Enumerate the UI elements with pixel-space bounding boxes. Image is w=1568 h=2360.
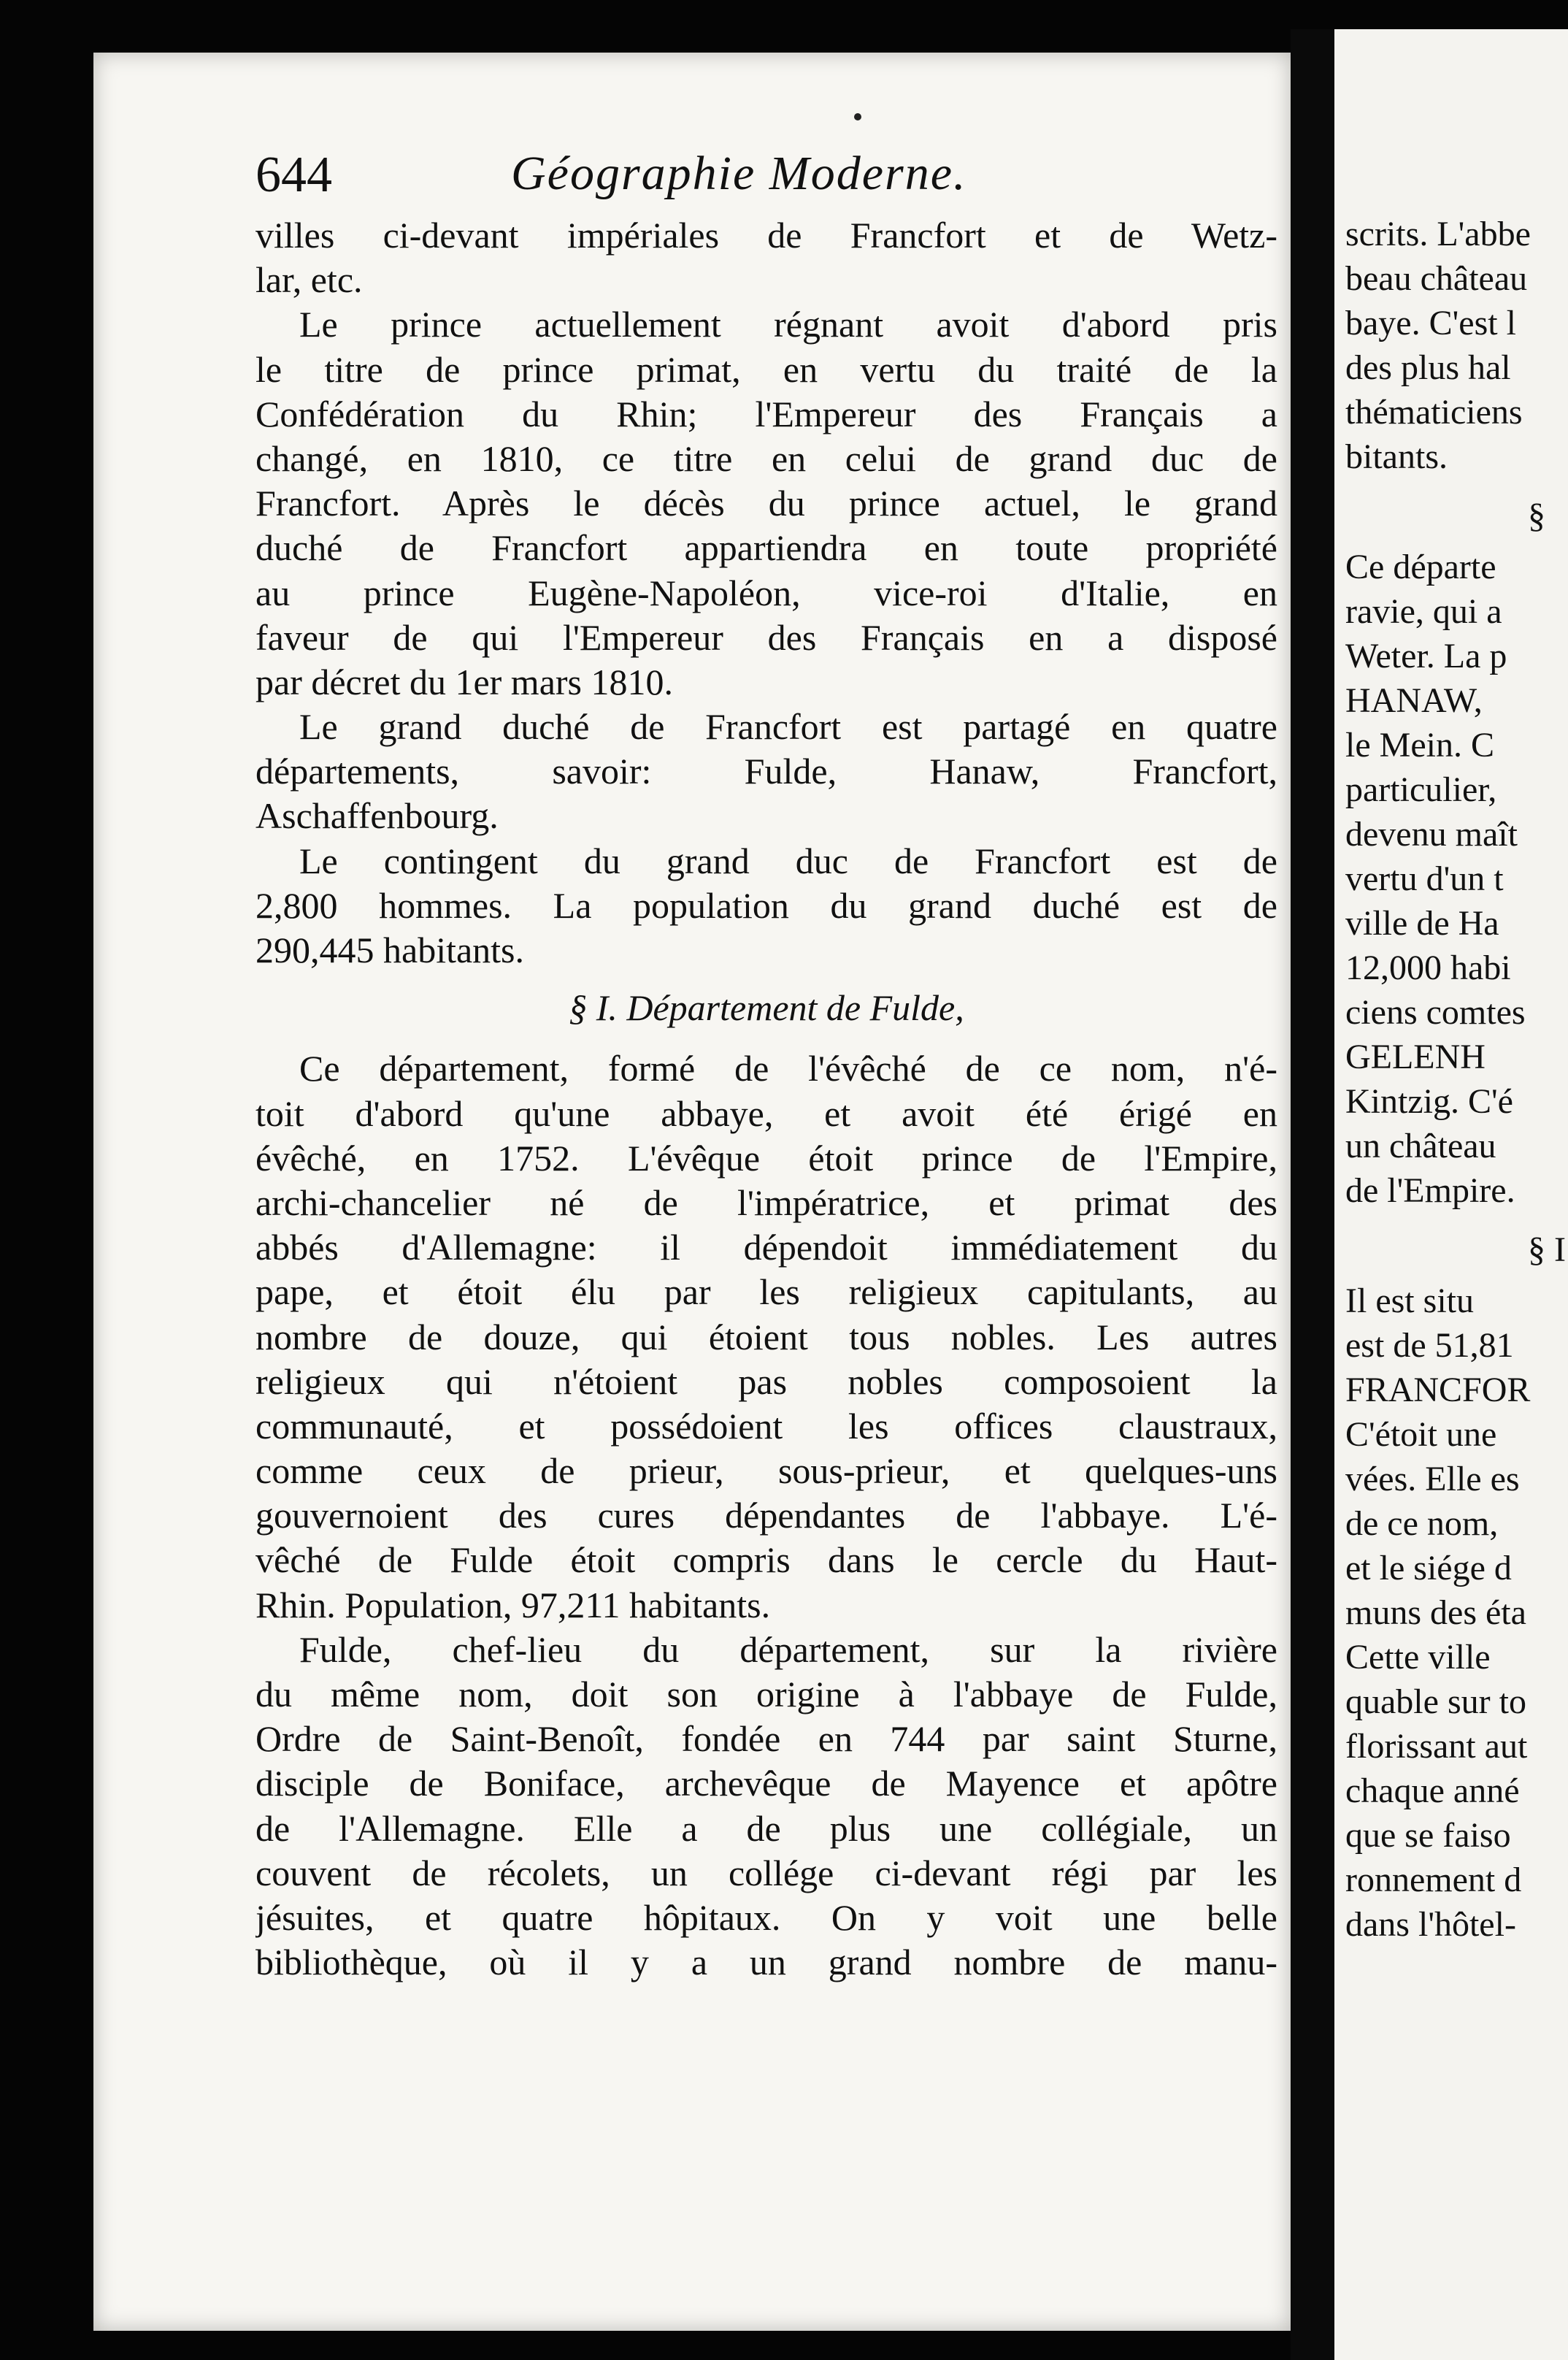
text-line: toit d'abord qu'une abbaye, et avoit été érigé en — [255, 1092, 1277, 1134]
text-line: pape, et étoit élu par les religieux capitulants, au — [255, 1271, 1277, 1313]
right-text-line: § I — [1528, 1230, 1566, 1269]
text-line: évêché, en 1752. L'évêque étoit prince de l'Empire, — [255, 1137, 1277, 1179]
text-line: Aschaffenbourg. — [255, 795, 499, 837]
text-line: couvent de récolets, un collége ci-devant régi par les — [255, 1852, 1277, 1893]
text-line: le titre de prince primat, en vertu du traité de la — [255, 348, 1277, 390]
right-text-line: vées. Elle es — [1345, 1460, 1520, 1498]
right-text-line: un château — [1345, 1127, 1496, 1165]
right-text-line: devenu maît — [1345, 815, 1518, 854]
text-line: bibliothèque, où il y a un grand nombre de manu- — [255, 1942, 1277, 1983]
left-page-text — [255, 213, 1277, 1985]
right-text-line: Weter. La p — [1345, 637, 1507, 675]
right-text-line: quable sur to — [1345, 1682, 1526, 1721]
page-title: Géographie Moderne. — [511, 147, 967, 200]
text-line: lar, etc. — [255, 259, 363, 301]
running-head — [161, 146, 1285, 219]
text-line: nombre de douze, qui étoient tous nobles. Les autres — [255, 1316, 1277, 1357]
page-number: 644 — [255, 147, 332, 203]
text-line: comme ceux de prieur, sous-prieur, et quelques-uns — [255, 1450, 1277, 1492]
text-line: Ce département, formé de l'évêché de ce nom, n'é- — [299, 1048, 1277, 1089]
text-line: changé, en 1810, ce titre en celui de grand duc de — [255, 437, 1277, 479]
text-line: Ordre de Saint-Benoît, fondée en 744 par saint Sturne, — [255, 1718, 1277, 1760]
right-text-line: de l'Empire. — [1345, 1171, 1515, 1210]
text-line: Francfort. Après le décès du prince actuel, le grand — [255, 483, 1277, 524]
text-line: de l'Allemagne. Elle a de plus une collégiale, un — [255, 1807, 1277, 1849]
text-line: départements, savoir: Fulde, Hanaw, Francfort, — [255, 751, 1277, 792]
right-text-line: dans l'hôtel- — [1345, 1905, 1516, 1944]
right-text-line: C'étoit une — [1345, 1415, 1497, 1454]
book-gutter — [1291, 29, 1334, 2360]
text-line: 290,445 habitants. — [255, 930, 525, 970]
right-text-line: muns des éta — [1345, 1593, 1526, 1632]
text-line: au prince Eugène-Napoléon, vice-roi d'Italie, en — [255, 572, 1277, 613]
right-text-line: 12,000 habi — [1345, 949, 1511, 987]
right-text-line: ciens comtes — [1345, 993, 1526, 1032]
right-text-line: FRANCFOR — [1345, 1371, 1531, 1409]
text-line: Le grand duché de Francfort est partagé en quatre — [299, 706, 1277, 748]
right-text-line: Il est situ — [1345, 1281, 1474, 1320]
text-line: par décret du 1er mars 1810. — [255, 661, 673, 702]
text-line: archi-chancelier né de l'impératrice, et primat des — [255, 1181, 1277, 1223]
right-text-line: des plus hal — [1345, 348, 1511, 387]
right-text-line: thématiciens — [1345, 393, 1523, 432]
ink-speck — [854, 113, 861, 120]
text-line: jésuites, et quatre hôpitaux. On y voit une belle — [255, 1896, 1277, 1938]
right-text-line: GELENH — [1345, 1038, 1486, 1076]
right-text-line: ronnement d — [1345, 1861, 1522, 1899]
right-text-line: scrits. L'abbe — [1345, 215, 1531, 253]
right-text-line: est de 51,81 — [1345, 1326, 1514, 1365]
text-line: gouvernoient des cures dépendantes de l'abbaye. L'é- — [255, 1495, 1277, 1536]
right-text-line: chaque anné — [1345, 1771, 1520, 1810]
right-text-line: § — [1528, 497, 1545, 535]
right-page-text — [1345, 212, 1568, 1947]
right-text-line: baye. C'est l — [1345, 304, 1516, 342]
right-text-line: et le siége d — [1345, 1549, 1512, 1587]
text-line: 2,800 hommes. La population du grand duché est de — [255, 884, 1277, 926]
right-text-line: ravie, qui a — [1345, 592, 1502, 631]
right-text-line: Cette ville — [1345, 1638, 1491, 1677]
text-line: duché de Francfort appartiendra en toute propriété — [255, 527, 1277, 569]
right-text-line: de ce nom, — [1345, 1504, 1499, 1543]
text-line: Le prince actuellement régnant avoit d'abord pris — [299, 304, 1277, 345]
right-text-line: Ce départe — [1345, 548, 1496, 586]
section-heading: § I. Département de Fulde, — [569, 987, 964, 1029]
text-line: religieux qui n'étoient pas nobles composoient la — [255, 1360, 1277, 1402]
text-line: Le contingent du grand duc de Francfort est de — [299, 840, 1277, 881]
text-line: communauté, et possédoient les offices claustraux, — [255, 1405, 1277, 1447]
text-line: Confédération du Rhin; l'Empereur des Français a — [255, 393, 1277, 434]
text-line: villes ci-devant impériales de Francfort et de Wetz- — [255, 215, 1277, 256]
right-text-line: vertu d'un t — [1345, 859, 1504, 898]
right-text-line: beau château — [1345, 259, 1528, 298]
right-text-line: particulier, — [1345, 770, 1497, 809]
text-line: vêché de Fulde étoit compris dans le cercle du Haut- — [255, 1539, 1277, 1581]
right-text-line: le Mein. C — [1345, 726, 1494, 765]
right-text-line: HANAW, — [1345, 681, 1483, 720]
text-line: disciple de Boniface, archevêque de Mayence et apôtre — [255, 1763, 1277, 1804]
right-text-line: ville de Ha — [1345, 904, 1499, 943]
right-text-line: bitants. — [1345, 437, 1448, 476]
right-page — [1334, 29, 1568, 2360]
right-text-line: que se faiso — [1345, 1816, 1511, 1855]
right-text-line: Kintzig. C'é — [1345, 1082, 1513, 1121]
text-line: abbés d'Allemagne: il dépendoit immédiatement du — [255, 1227, 1277, 1268]
right-text-line: florissant aut — [1345, 1727, 1528, 1766]
text-line: Rhin. Population, 97,211 habitants. — [255, 1584, 771, 1625]
text-line: du même nom, doit son origine à l'abbaye de Fulde, — [255, 1674, 1277, 1715]
text-line: faveur de qui l'Empereur des Français en a disposé — [255, 616, 1277, 658]
text-line: Fulde, chef-lieu du département, sur la rivière — [299, 1628, 1277, 1670]
